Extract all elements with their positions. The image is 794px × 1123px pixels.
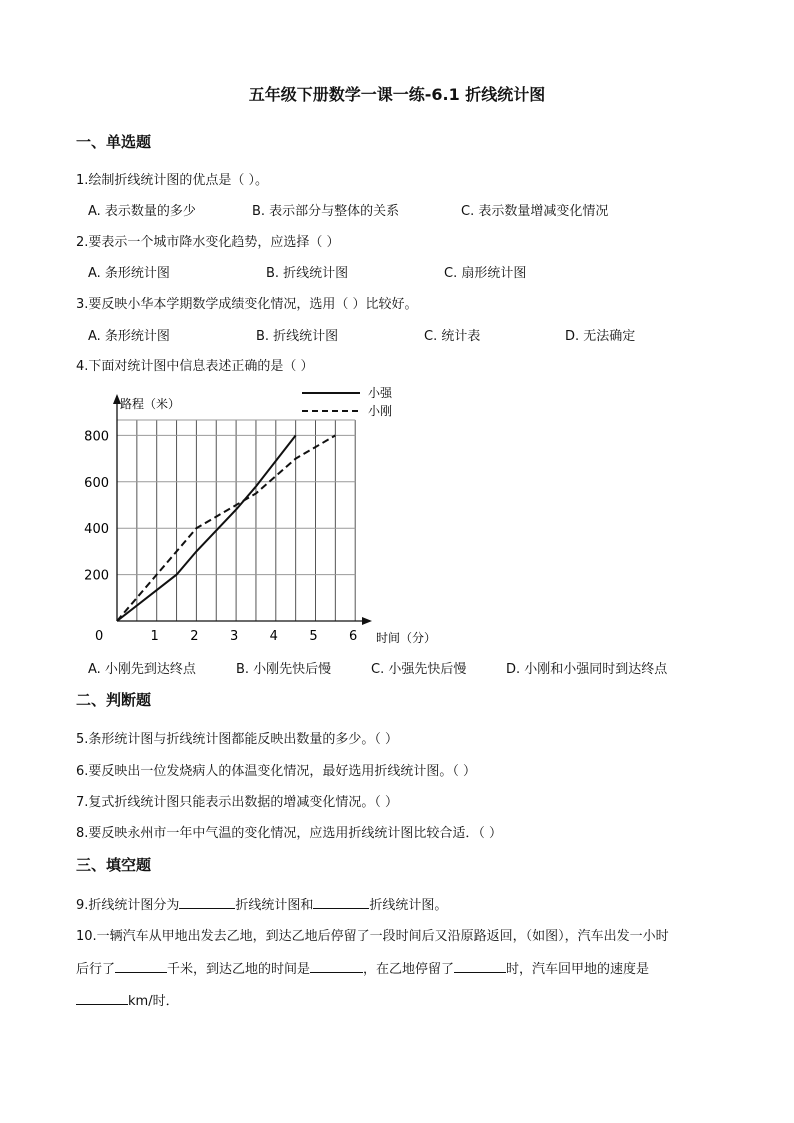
question-9-blank-2[interactable] bbox=[313, 895, 369, 909]
question-10-blank-1[interactable] bbox=[115, 959, 167, 973]
question-4-option-b[interactable]: B. 小刚先快后慢 bbox=[236, 662, 332, 677]
x-tick-label: 1 bbox=[150, 629, 159, 644]
question-10-line-1: 10.一辆汽车从甲地出发去乙地，到达乙地后停留了一段时间后又沿原路返回，（如图），汽车出发一小时 bbox=[76, 929, 669, 944]
question-9-blank-1[interactable] bbox=[179, 895, 235, 909]
y-tick-label: 400 bbox=[84, 522, 109, 538]
chart-legend bbox=[302, 386, 393, 418]
question-3-option-a[interactable]: A. 条形统计图 bbox=[88, 329, 170, 344]
question-10-line-3 bbox=[76, 991, 179, 1011]
question-3-option-d[interactable]: D. 无法确定 bbox=[565, 329, 636, 344]
question-3-stem: 3.要反映小华本学期数学成绩变化情况，选用（ ）比较好。 bbox=[76, 297, 418, 312]
x-tick-label: 3 bbox=[229, 629, 239, 644]
question-10-text-a: 后行了 bbox=[76, 962, 116, 977]
question-2-option-c[interactable]: C. 扇形统计图 bbox=[444, 266, 527, 281]
question-9-text-3: 折线统计图。 bbox=[369, 898, 448, 913]
question-2-stem: 2.要表示一个城市降水变化趋势，应选择（ ） bbox=[76, 235, 340, 250]
x-tick-label: 6 bbox=[349, 629, 358, 644]
question-2-option-b[interactable]: B. 折线统计图 bbox=[266, 266, 349, 281]
y-axis-label: 路程（米） bbox=[120, 397, 181, 411]
question-3-option-b[interactable]: B. 折线统计图 bbox=[256, 329, 339, 344]
question-4-stem: 4.下面对统计图中信息表述正确的是（ ） bbox=[76, 359, 314, 374]
question-10-line-2 bbox=[76, 959, 649, 979]
x-tick-label: 4 bbox=[269, 629, 278, 644]
question-10-text-d: 时，汽车回甲地的速度是 bbox=[506, 962, 650, 977]
section-title-fill-in: 三、填空题 bbox=[76, 856, 152, 874]
y-tick-label: 600 bbox=[84, 475, 109, 491]
origin-label: 0 bbox=[95, 629, 104, 644]
legend-label-xiaoqiang: 小强 bbox=[368, 386, 393, 400]
chart-grid bbox=[117, 420, 355, 621]
question-10-text-c: ，在乙地停留了 bbox=[363, 962, 455, 977]
question-8: 8.要反映永州市一年中气温的变化情况，应选用折线统计图比较合适．（ ） bbox=[76, 826, 503, 841]
question-1-option-b[interactable]: B. 表示部分与整体的关系 bbox=[252, 204, 400, 219]
section-title-single-choice: 一、单选题 bbox=[76, 133, 152, 151]
question-5: 5.条形统计图与折线统计图都能反映出数量的多少。（ ） bbox=[76, 732, 399, 747]
x-axis-label: 时间（分） bbox=[376, 631, 437, 645]
chart-axes bbox=[113, 394, 372, 625]
question-9-text-1: 9.折线统计图分为 bbox=[76, 898, 180, 913]
question-10-blank-3[interactable] bbox=[454, 959, 506, 973]
question-4-option-d[interactable]: D. 小刚和小强同时到达终点 bbox=[506, 662, 668, 677]
x-tick-label: 2 bbox=[190, 629, 199, 644]
x-axis-arrow-icon bbox=[362, 617, 372, 625]
question-9-text-2: 折线统计图和 bbox=[235, 898, 314, 913]
question-7: 7.复式折线统计图只能表示出数据的增减变化情况。（ ） bbox=[76, 795, 399, 810]
legend-label-xiaogang: 小刚 bbox=[368, 404, 393, 418]
question-9 bbox=[76, 895, 447, 915]
question-10-blank-4[interactable] bbox=[76, 991, 128, 1005]
distance-time-line-chart bbox=[80, 384, 460, 664]
question-4-option-c[interactable]: C. 小强先快后慢 bbox=[371, 662, 467, 677]
question-4-option-a[interactable]: A. 小刚先到达终点 bbox=[88, 662, 196, 677]
question-10-blank-2[interactable] bbox=[310, 959, 363, 973]
y-tick-label: 800 bbox=[84, 429, 109, 445]
question-10-unit: km/时． bbox=[128, 994, 179, 1009]
section-title-true-false: 二、判断题 bbox=[76, 691, 152, 709]
page-title: 五年级下册数学一课一练-6.1 折线统计图 bbox=[248, 85, 546, 104]
question-6: 6.要反映出一位发烧病人的体温变化情况，最好选用折线统计图。（ ） bbox=[76, 764, 477, 779]
question-1-option-c[interactable]: C. 表示数量增减变化情况 bbox=[461, 204, 609, 219]
x-tick-label: 5 bbox=[309, 629, 318, 644]
question-2-option-a[interactable]: A. 条形统计图 bbox=[88, 266, 170, 281]
question-10-text-b: 千米，到达乙地的时间是 bbox=[167, 962, 311, 977]
question-1-stem: 1.绘制折线统计图的优点是（ ）。 bbox=[76, 173, 269, 188]
question-1-option-a[interactable]: A. 表示数量的多少 bbox=[88, 204, 196, 219]
question-3-option-c[interactable]: C. 统计表 bbox=[424, 329, 481, 344]
y-tick-label: 200 bbox=[84, 568, 109, 584]
